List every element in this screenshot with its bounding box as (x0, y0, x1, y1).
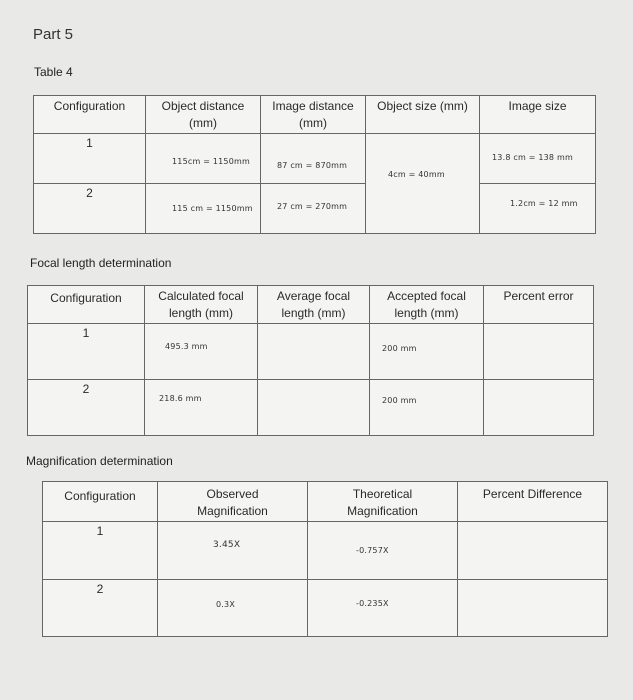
t4-header-object-distance: Object distance (mm) (146, 96, 261, 134)
table-4-label: Table 4 (34, 65, 73, 79)
part-title: Part 5 (33, 26, 74, 43)
focal-row1-accepted: 200 mm (370, 324, 484, 380)
mag-row1-config: 1 (43, 522, 158, 579)
focal-row2-percent-error (484, 380, 594, 436)
t4-row1-object-distance: 115cm = 1150mm (146, 134, 261, 184)
focal-row2-calculated: 218.6 mm (145, 380, 258, 436)
mag-row2-percent-difference (458, 579, 608, 636)
focal-row2-accepted: 200 mm (370, 380, 484, 436)
t4-row1-image-size: 13.8 cm = 138 mm (480, 134, 596, 184)
table-row (43, 579, 608, 636)
focal-header-percent-error: Percent error (484, 286, 594, 324)
focal-header-configuration: Configuration (28, 286, 145, 324)
mag-row2-observed: 0.3X (158, 579, 308, 636)
mag-row2-config: 2 (43, 579, 158, 636)
t4-row2-image-distance: 27 cm = 270mm (261, 184, 366, 234)
mag-row1-observed: 3.45X (158, 522, 308, 579)
focal-length-title: Focal length determination (30, 256, 172, 270)
t4-object-size-merged: 4cm = 40mm (366, 134, 480, 234)
table-row (28, 324, 594, 380)
t4-header-image-distance: Image distance (mm) (261, 96, 366, 134)
mag-row1-theoretical: -0.757X (308, 522, 458, 579)
mag-row1-percent-difference (458, 522, 608, 579)
mag-header-percent-difference: Percent Difference (458, 482, 608, 522)
magnification-table (42, 481, 608, 637)
table-row (34, 184, 596, 234)
t4-row2-image-size: 1.2cm = 12 mm (480, 184, 596, 234)
focal-row2-average (258, 380, 370, 436)
mag-header-configuration: Configuration (43, 482, 158, 522)
mag-header-theoretical: Theoretical Magnification (308, 482, 458, 522)
focal-row1-average (258, 324, 370, 380)
focal-row2-config: 2 (28, 380, 145, 436)
t4-row2-config: 2 (34, 184, 146, 234)
focal-header-accepted: Accepted focal length (mm) (370, 286, 484, 324)
table-row (43, 522, 608, 579)
focal-row1-calculated: 495.3 mm (145, 324, 258, 380)
focal-header-calculated: Calculated focal length (mm) (145, 286, 258, 324)
t4-header-configuration: Configuration (34, 96, 146, 134)
t4-header-object-size: Object size (mm) (366, 96, 480, 134)
t4-row1-config: 1 (34, 134, 146, 184)
table-row (34, 134, 596, 184)
magnification-title: Magnification determination (26, 454, 173, 468)
mag-header-observed: Observed Magnification (158, 482, 308, 522)
mag-row2-theoretical: -0.235X (308, 579, 458, 636)
focal-row1-config: 1 (28, 324, 145, 380)
table-4 (33, 95, 596, 234)
t4-header-image-size: Image size (480, 96, 596, 134)
focal-header-average: Average focal length (mm) (258, 286, 370, 324)
focal-length-table (27, 285, 594, 436)
focal-row1-percent-error (484, 324, 594, 380)
t4-row1-image-distance: 87 cm = 870mm (261, 134, 366, 184)
table-row (28, 380, 594, 436)
t4-row2-object-distance: 115 cm = 1150mm (146, 184, 261, 234)
